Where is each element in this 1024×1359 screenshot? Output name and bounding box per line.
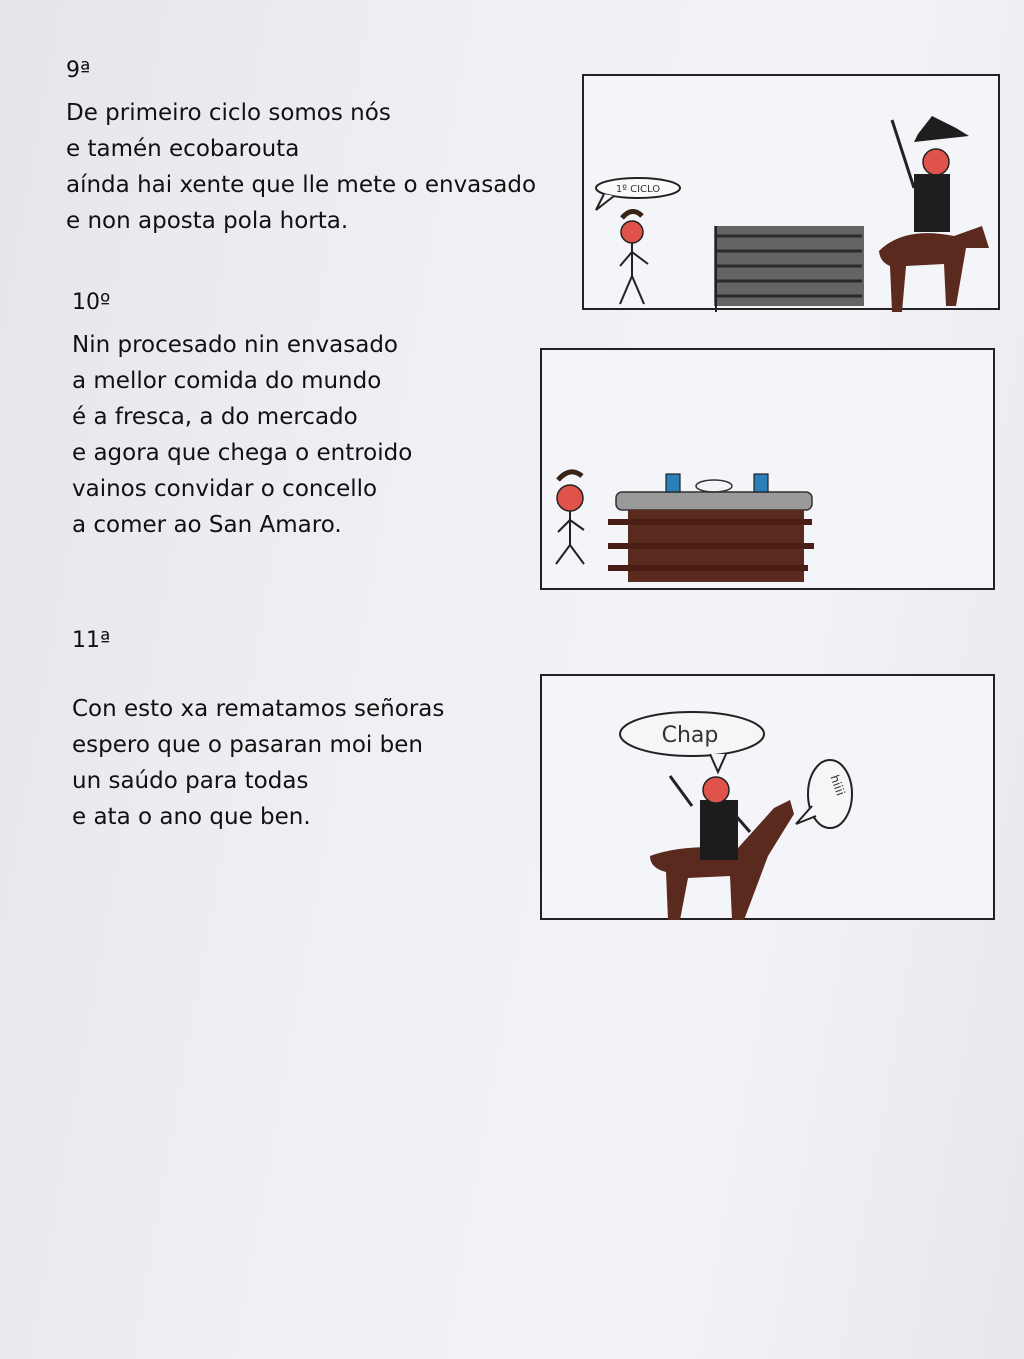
cup-icon: [666, 474, 680, 492]
speech-bubble-right: [796, 760, 852, 828]
drawing-panel-2: [540, 348, 995, 590]
verse-line: e ata o ano que ben.: [72, 804, 311, 830]
bubble-text: 1º CICLO: [615, 184, 661, 195]
speech-bubble-left: [620, 712, 764, 772]
stanza-number: 10º: [72, 290, 111, 315]
panel-2-illustration: [542, 350, 997, 592]
verse-line: e non aposta pola horta.: [66, 208, 349, 234]
market-table: [608, 474, 814, 582]
stick-figure: [620, 211, 648, 304]
bubble-text: Chap: [661, 723, 719, 748]
drawing-panel-1: [582, 74, 1000, 310]
verse-line: espero que o pasaran moi ben: [72, 732, 423, 758]
stanza-11: [72, 628, 444, 835]
plate-icon: [696, 480, 732, 492]
stanza-number: 11ª: [72, 628, 111, 653]
drawing-panel-3: [540, 674, 995, 920]
speech-bubble: [596, 178, 680, 210]
verse-line: a comer ao San Amaro.: [72, 512, 342, 538]
verse-line: Nin procesado nin envasado: [72, 332, 398, 358]
panel-1-illustration: [584, 76, 1002, 312]
cup-icon: [754, 474, 768, 492]
bubble-text: hiiii: [827, 773, 848, 798]
stanza-10: [72, 290, 412, 543]
stanza-9: [66, 58, 536, 239]
verse-line: aínda hai xente que lle mete o envasado: [66, 172, 537, 198]
verse-line: é a fresca, a do mercado: [72, 404, 358, 430]
verse-line: e tamén ecobarouta: [66, 136, 300, 162]
verse-line: Con esto xa rematamos señoras: [72, 696, 445, 722]
verse-line: De primeiro ciclo somos nós: [66, 100, 391, 126]
horse-rider: [879, 116, 989, 312]
stanza-number: 9ª: [66, 58, 91, 83]
panel-3-illustration: [542, 676, 997, 922]
verse-line: a mellor comida do mundo: [72, 368, 382, 394]
verse-line: un saúdo para todas: [72, 768, 309, 794]
horse-rider: [650, 776, 794, 920]
verse-line: e agora que chega o entroido: [72, 440, 413, 466]
stick-figure: [556, 472, 584, 564]
verse-line: vainos convidar o concello: [72, 476, 378, 502]
gray-table: [714, 226, 864, 312]
